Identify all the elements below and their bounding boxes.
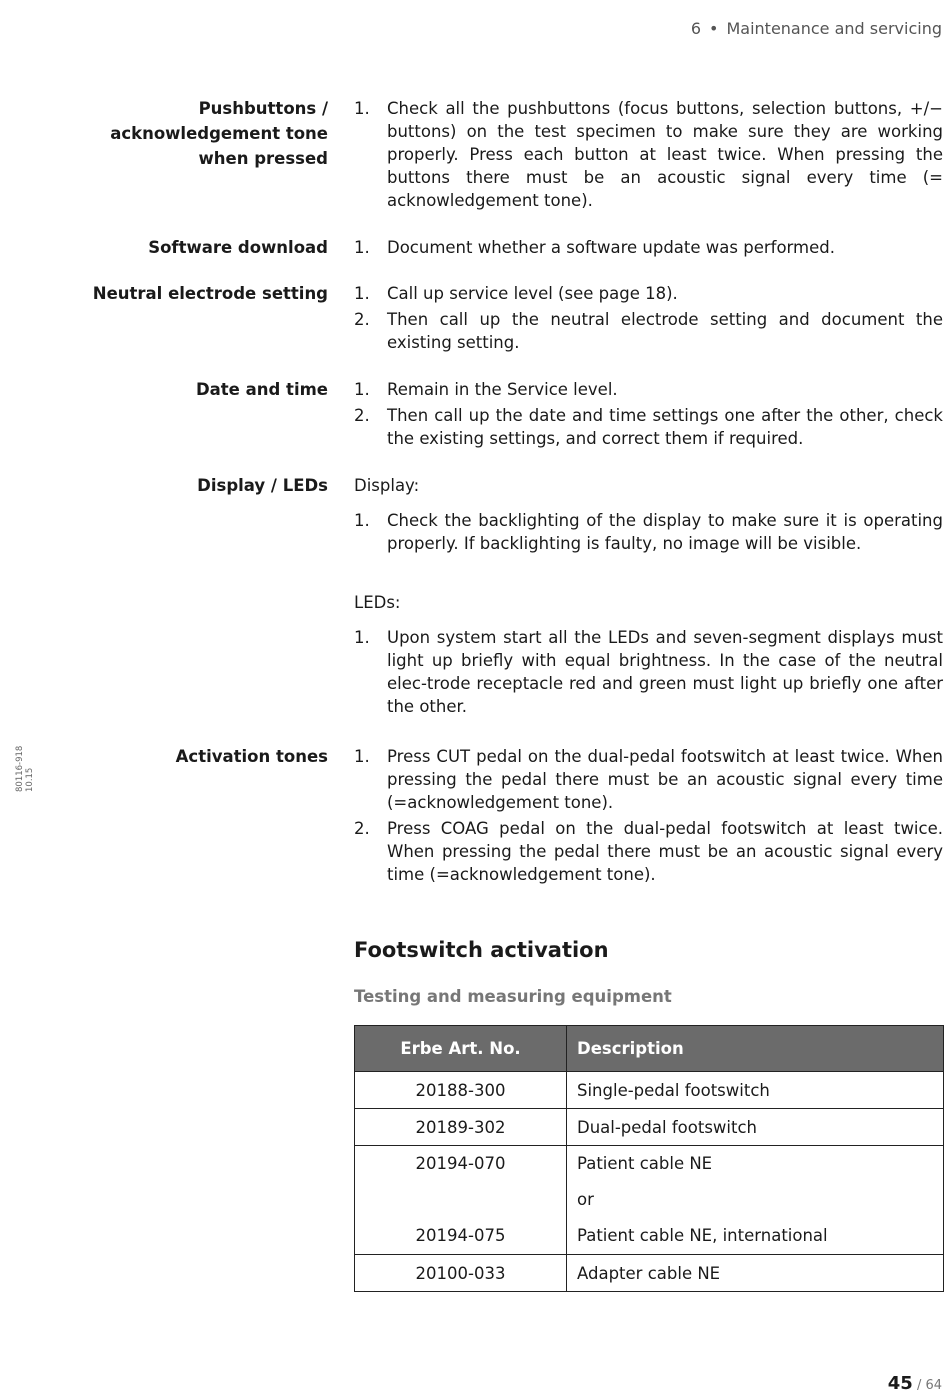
item-number: 2. bbox=[354, 310, 370, 329]
section-label: Date and time bbox=[195, 380, 328, 399]
footswitch-heading: Footswitch activation bbox=[354, 938, 609, 962]
item-number: 1. bbox=[354, 747, 370, 766]
chapter-number: 6 bbox=[690, 19, 702, 38]
item-text: Document whether a software update was performed. bbox=[387, 238, 835, 257]
list-item bbox=[354, 626, 943, 718]
table-header-row bbox=[355, 1026, 944, 1072]
description-cell: Single-pedal footswitch bbox=[567, 1072, 944, 1109]
list-item bbox=[354, 308, 943, 354]
list-item bbox=[354, 378, 943, 401]
document-code-line2: 10.15 bbox=[25, 767, 35, 792]
display-subheading: Display: bbox=[354, 476, 420, 495]
list-item bbox=[354, 509, 943, 555]
item-number: 1. bbox=[354, 284, 370, 303]
item-text: Remain in the Service level. bbox=[387, 380, 618, 399]
section-label: Activation tones bbox=[175, 747, 328, 766]
column-header-art-no: Erbe Art. No. bbox=[355, 1026, 567, 1072]
leds-subheading: LEDs: bbox=[354, 593, 401, 612]
item-number: 2. bbox=[354, 819, 370, 838]
item-text: Check all the pushbuttons (focus buttons, selection buttons, +/− buttons) on the test specimen to make sure they are working properly. Press each button at least twice. When pressing the buttons there must be an acoustic signal every time (= acknowledgement tone). bbox=[387, 99, 943, 210]
item-number: 1. bbox=[354, 511, 370, 530]
list-item bbox=[354, 236, 943, 259]
item-number: 1. bbox=[354, 238, 370, 257]
document-code bbox=[15, 742, 39, 792]
list-item bbox=[354, 817, 943, 886]
description-value: Patient cable NE bbox=[577, 1154, 713, 1173]
art-no-cell: 20189-302 bbox=[355, 1109, 567, 1146]
section-label: Software download bbox=[148, 238, 328, 257]
section-label: Neutral electrode setting bbox=[92, 284, 328, 303]
table-row bbox=[355, 1255, 944, 1292]
item-text: Press CUT pedal on the dual-pedal footswitch at least twice. When pressing the pedal there must be an acoustic signal every time (=acknowledgement tone). bbox=[387, 747, 943, 812]
bullet-separator: • bbox=[709, 19, 719, 38]
column-header-description: Description bbox=[567, 1026, 944, 1072]
table-row bbox=[355, 1146, 944, 1255]
item-text: Call up service level (see page 18). bbox=[387, 284, 678, 303]
description-cell: Adapter cable NE bbox=[567, 1255, 944, 1292]
art-no-cell bbox=[355, 1146, 567, 1255]
item-number: 1. bbox=[354, 380, 370, 399]
art-no-value-alt: 20194-075 bbox=[415, 1226, 506, 1245]
description-cell bbox=[567, 1146, 944, 1255]
list-item bbox=[354, 282, 943, 305]
description-value-alt: Patient cable NE, international bbox=[577, 1226, 828, 1245]
item-text: Press COAG pedal on the dual-pedal footswitch at least twice. When pressing the pedal there must be an acoustic signal every time (=acknowledgement tone). bbox=[387, 819, 943, 884]
description-cell: Dual-pedal footswitch bbox=[567, 1109, 944, 1146]
running-header bbox=[691, 19, 942, 38]
art-no-cell: 20188-300 bbox=[355, 1072, 567, 1109]
or-text: or bbox=[577, 1190, 594, 1209]
item-number: 1. bbox=[354, 99, 370, 118]
item-text: Upon system start all the LEDs and seven-segment displays must light up briefly with equal brightness. In the case of the neutral elec-trode receptacle red and green must light up briefly one after the other. bbox=[387, 628, 943, 716]
section-label: Pushbuttons / acknowledgement tone when pressed bbox=[110, 99, 328, 168]
item-number: 1. bbox=[354, 628, 370, 647]
page-number bbox=[888, 1373, 942, 1394]
art-no-cell: 20100-033 bbox=[355, 1255, 567, 1292]
total-pages: / 64 bbox=[916, 1378, 942, 1393]
art-no-value: 20194-070 bbox=[415, 1154, 506, 1173]
chapter-title: Maintenance and servicing bbox=[726, 19, 942, 38]
item-text: Then call up the neutral electrode setting and document the existing setting. bbox=[387, 310, 943, 352]
current-page: 45 bbox=[887, 1373, 913, 1394]
list-item bbox=[354, 404, 943, 450]
equipment-table bbox=[354, 1025, 944, 1292]
item-text: Check the backlighting of the display to make sure it is operating properly. If backlighting is faulty, no image will be visible. bbox=[387, 511, 943, 553]
list-item bbox=[354, 745, 943, 814]
item-text: Then call up the date and time settings one after the other, check the existing settings, and correct them if required. bbox=[387, 406, 943, 448]
section-label: Display / LEDs bbox=[197, 476, 328, 495]
list-item bbox=[354, 97, 943, 212]
table-row bbox=[355, 1109, 944, 1146]
document-code-line1: 80116-918 bbox=[15, 745, 25, 792]
table-row bbox=[355, 1072, 944, 1109]
equipment-subheading: Testing and measuring equipment bbox=[354, 987, 672, 1006]
art-no-spacer bbox=[355, 1182, 566, 1218]
item-number: 2. bbox=[354, 406, 370, 425]
